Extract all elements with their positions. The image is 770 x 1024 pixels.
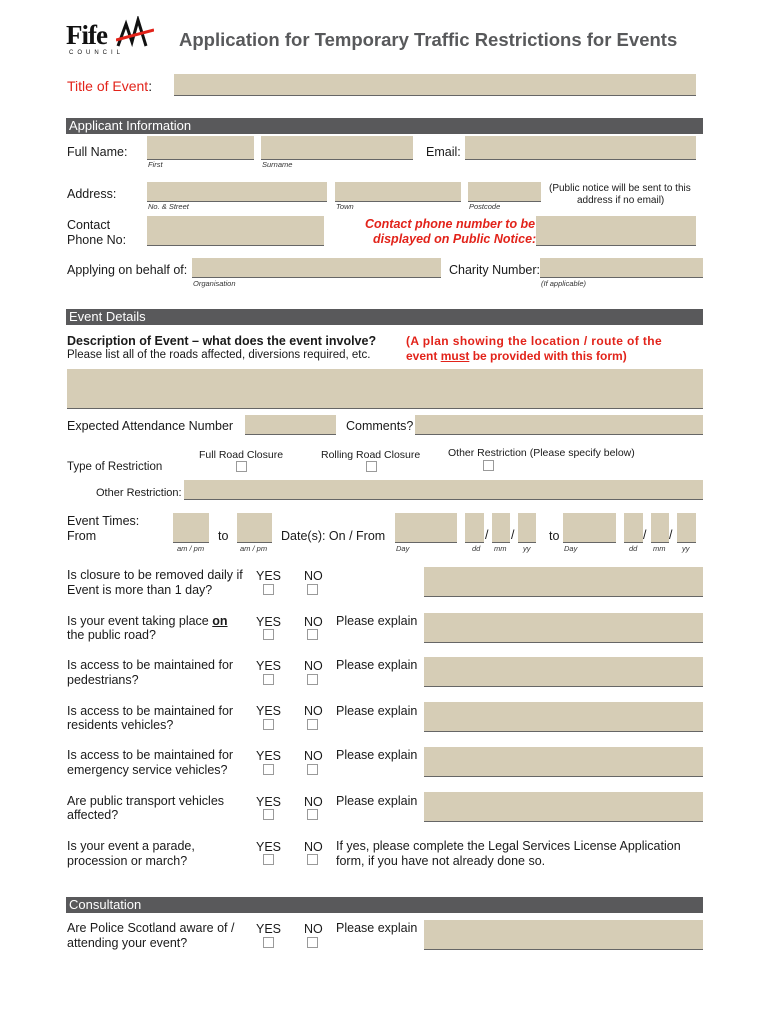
q1-line2: Event is more than 1 day? [67,583,213,597]
town-field[interactable] [335,182,461,202]
q4-yes-label: YES [256,704,282,718]
to-label: to [218,529,229,543]
to-mm-field[interactable] [651,513,669,543]
parade-note-1: If yes, please complete the Legal Services License Application [336,839,681,853]
from-yy-hint: yy [523,544,531,553]
q5-no-checkbox[interactable] [307,764,318,775]
plan-note-2a: event [406,349,441,363]
from-day-hint: Day [396,544,410,553]
police-question-line1: Are Police Scotland aware of / [67,921,235,935]
ampm-hint-2: am / pm [240,544,268,553]
description-sub: Please list all of the roads affected, diversions required, etc. [67,349,371,361]
attendance-label: Expected Attendance Number [67,419,234,433]
q2-explain-label: Please explain [336,614,418,628]
postcode-field[interactable] [468,182,541,202]
rolling-road-label: Rolling Road Closure [321,449,421,461]
full-road-checkbox[interactable] [236,461,247,472]
q4-explain-label: Please explain [336,704,418,718]
logo-sub: COUNCIL [69,50,125,56]
time-to-field[interactable] [237,513,272,543]
comments-label: Comments? [346,419,414,433]
street-hint: No. & Street [148,202,189,211]
title-of-event-label [67,79,152,94]
organisation-hint: Organisation [193,279,236,288]
q3-no-label: NO [304,659,323,673]
plan-note-must: must [440,349,470,363]
q2-yes-checkbox[interactable] [263,629,274,640]
plan-note-2 [406,349,627,364]
rolling-road-checkbox[interactable] [366,461,377,472]
street-field[interactable] [147,182,327,202]
if-applicable-hint: (If applicable) [541,279,587,288]
comments-field[interactable] [415,415,703,435]
police-question-line2: attending your event? [67,936,188,950]
q6-line2: affected? [67,808,119,822]
to-dd-hint: dd [629,544,638,553]
from-dd-hint: dd [472,544,481,553]
to-slash-2: / [669,528,673,542]
other-restriction-checkbox[interactable] [483,460,494,471]
email-label: Email: [426,145,461,159]
applicant-section-header: Applicant Information [66,118,703,134]
q2-no-label: NO [304,615,323,629]
surname-hint: Surname [262,160,293,169]
organisation-field[interactable] [192,258,441,278]
q6-yes-checkbox[interactable] [263,809,274,820]
q1-yes-label: YES [256,569,282,583]
fife-council-logo [66,16,156,58]
q6-no-checkbox[interactable] [307,809,318,820]
q2-yes-label: YES [256,615,282,629]
public-phone-label-1: Contact phone number to be [365,217,536,231]
q7-no-label: NO [304,840,323,854]
q4-explain-field[interactable] [424,702,703,732]
email-field[interactable] [465,136,696,160]
to-dd-field[interactable] [624,513,643,543]
town-hint: Town [336,202,354,211]
address-label: Address: [67,187,117,201]
q5-explain-label: Please explain [336,748,418,762]
q5-line1: Is access to be maintained for [67,748,234,762]
parade-note-2: form, if you have not already done so. [336,854,546,868]
contact-label-2: Phone No: [67,233,127,247]
plan-note-1: (A plan showing the location / route of the [406,334,663,348]
q3-explain-field[interactable] [424,657,703,687]
q1-no-label: NO [304,569,323,583]
q6-no-label: NO [304,795,323,809]
to-mm-hint: mm [653,544,666,553]
other-restriction-label: Other Restriction: [96,487,182,499]
title-of-event-colon: : [148,78,153,94]
from-yy-field[interactable] [518,513,536,543]
q2-on: on [212,614,228,628]
title-of-event-field[interactable] [174,74,696,96]
police-explain-label: Please explain [336,921,418,935]
q7-line2: procession or march? [67,854,188,868]
q4-no-label: NO [304,704,323,718]
q5-line2: emergency service vehicles? [67,763,228,777]
q5-yes-label: YES [256,749,282,763]
q1-line1: Is closure to be removed daily if [67,568,243,582]
title-of-event-text: Title of Event [67,78,149,94]
police-no-label: NO [304,922,323,936]
q3-yes-checkbox[interactable] [263,674,274,685]
from-slash-1: / [485,528,489,542]
dates-label: Date(s): On / From [281,529,386,543]
description-label: Description of Event – what does the event involve? [67,334,377,348]
from-slash-2: / [511,528,515,542]
q4-line2: residents vehicles? [67,718,174,732]
q7-yes-checkbox[interactable] [263,854,274,865]
q3-line2: pedestrians? [67,673,139,687]
ampm-hint-1: am / pm [177,544,205,553]
from-day-field[interactable] [395,513,457,543]
consultation-section-header: Consultation [66,897,703,913]
public-phone-field[interactable] [536,216,696,246]
to-yy-hint: yy [682,544,690,553]
other-restriction-option: Other Restriction (Please specify below) [448,447,635,459]
to-date-label: to [549,529,560,543]
from-label: From [67,529,97,543]
q3-explain-label: Please explain [336,658,418,672]
q1-yes-checkbox[interactable] [263,584,274,595]
charity-label: Charity Number: [449,263,540,277]
q6-yes-label: YES [256,795,282,809]
q6-explain-label: Please explain [336,794,418,808]
public-phone-label-2: displayed on Public Notice: [373,232,537,246]
type-restriction-label: Type of Restriction [67,461,163,473]
q7-yes-label: YES [256,840,282,854]
logo-emblem-icon [116,16,154,54]
to-day-field[interactable] [563,513,616,543]
behalf-label: Applying on behalf of: [67,263,188,277]
to-slash-1: / [643,528,647,542]
q1-explain-field[interactable] [424,567,703,597]
event-times-label: Event Times: [67,514,140,528]
q3-line1: Is access to be maintained for [67,658,234,672]
q2-line1 [67,614,228,629]
from-mm-hint: mm [494,544,507,553]
q2-line2: the public road? [67,628,156,642]
full-name-label: Full Name: [67,145,128,159]
contact-label-1: Contact [67,218,111,232]
q2-line1a: Is your event taking place [67,614,213,628]
public-notice-note-2: address if no email) [577,195,665,206]
q4-no-checkbox[interactable] [307,719,318,730]
to-yy-field[interactable] [677,513,696,543]
first-name-field[interactable] [147,136,254,160]
description-field[interactable] [67,369,703,409]
page-title: Application for Temporary Traffic Restrictions for Events [179,29,678,50]
q4-yes-checkbox[interactable] [263,719,274,730]
q5-no-label: NO [304,749,323,763]
police-explain-field[interactable] [424,920,703,950]
q6-explain-field[interactable] [424,792,703,822]
q1-no-checkbox[interactable] [307,584,318,595]
first-hint: First [148,160,163,169]
postcode-hint: Postcode [469,202,501,211]
plan-note-2b: be provided with this form) [469,349,627,363]
q3-no-checkbox[interactable] [307,674,318,685]
contact-phone-field[interactable] [147,216,324,246]
other-restriction-field[interactable] [184,480,703,500]
q2-no-checkbox[interactable] [307,629,318,640]
q7-line1: Is your event a parade, [67,839,195,853]
police-yes-label: YES [256,922,282,936]
q5-yes-checkbox[interactable] [263,764,274,775]
public-notice-note-1: (Public notice will be sent to this [549,183,691,194]
full-road-label: Full Road Closure [199,449,284,461]
q2-explain-field[interactable] [424,613,703,643]
q3-yes-label: YES [256,659,282,673]
surname-field[interactable] [261,136,413,160]
q4-line1: Is access to be maintained for [67,704,234,718]
q5-explain-field[interactable] [424,747,703,777]
from-dd-field[interactable] [465,513,484,543]
attendance-field[interactable] [245,415,336,435]
logo-text: Fife [66,20,107,50]
to-day-hint: Day [564,544,578,553]
event-section-header: Event Details [66,309,703,325]
from-mm-field[interactable] [492,513,510,543]
police-yes-checkbox[interactable] [263,937,274,948]
police-no-checkbox[interactable] [307,937,318,948]
charity-number-field[interactable] [540,258,703,278]
time-from-field[interactable] [173,513,209,543]
q7-no-checkbox[interactable] [307,854,318,865]
q6-line1: Are public transport vehicles [67,794,225,808]
